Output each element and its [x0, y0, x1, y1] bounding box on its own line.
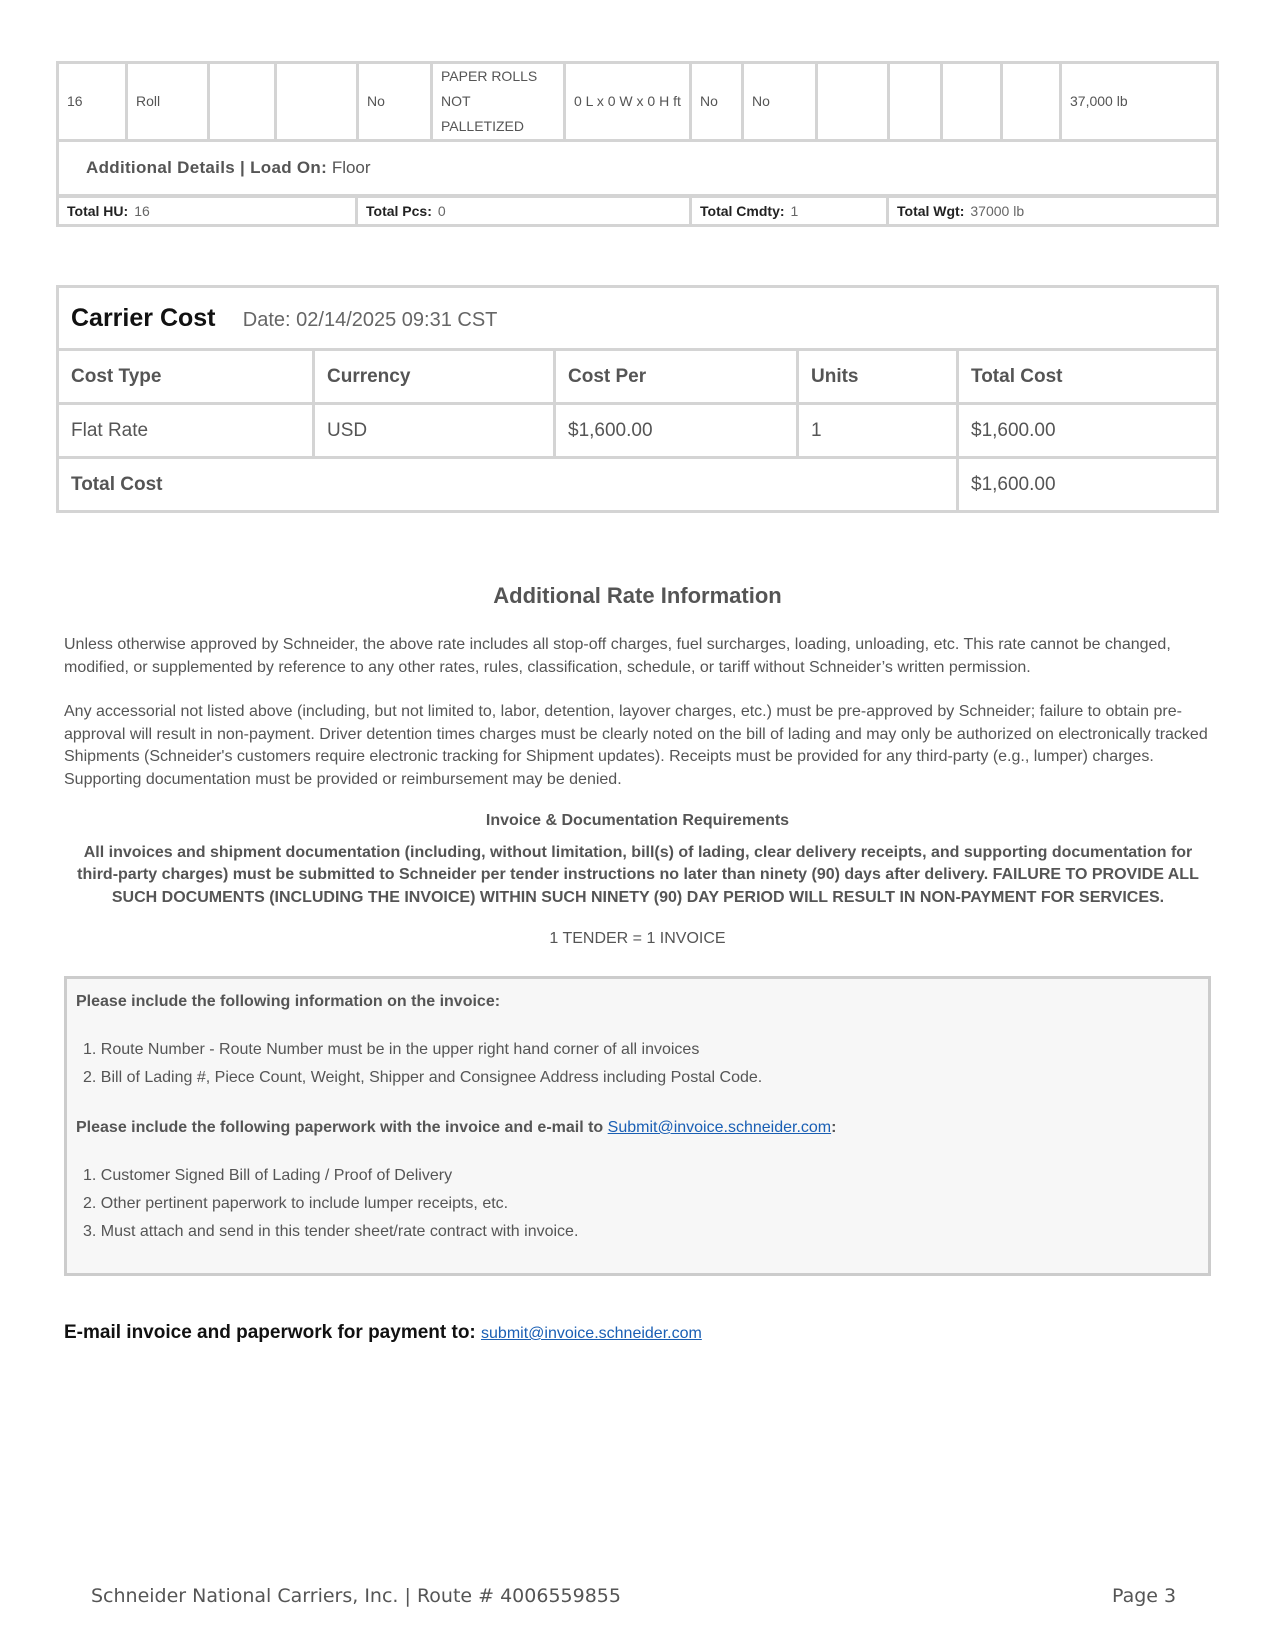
total-hu-label: Total HU:	[67, 203, 129, 219]
carrier-cost-header-cell	[58, 287, 1218, 350]
commodity-table	[56, 61, 1219, 197]
requirements-title: Invoice & Documentation Requirements	[485, 812, 790, 829]
paperwork-list	[83, 1167, 578, 1251]
footer-page-number: Page 3	[1112, 1585, 1177, 1607]
invoice-info-list	[83, 1041, 762, 1097]
list-item: 1. Route Number - Route Number must be in the upper right hand corner of all invoices	[83, 1041, 700, 1058]
paperwork-heading-suffix: :	[831, 1119, 837, 1136]
total-cost-value: $1,600.00	[958, 458, 1218, 512]
paperwork-heading-text: Please include the following paperwork with the invoice and e-mail to	[76, 1119, 604, 1136]
payment-email-label: E-mail invoice and paperwork for payment to:	[64, 1322, 476, 1343]
rate-info-paragraph: Unless otherwise approved by Schneider, the above rate includes all stop-off charges, fuel surcharges, loading, unloading, etc. This rate cannot be changed, modified, or supplemented by reference to any other rates, rules, classification, schedule, or tariff without Schneider’s written permission.	[64, 636, 1171, 676]
commodity-row	[58, 63, 1218, 141]
requirements-body: All invoices and shipment documentation (including, without limitation, bill(s) of lading, clear delivery receipts, and supporting documentation for third-party charges) must be submitted to Schneider per tender instructions no later than ninety (90) days after delivery. FAILURE TO PROVIDE ALL SUCH DOCUMENTS (INCLUDING THE INVOICE) WITHIN SUCH NINETY (90) DAY PERIOD WILL RESULT IN NON-PAYMENT FOR SERVICES.	[77, 844, 1199, 906]
submit-email-link[interactable]: Submit@invoice.schneider.com	[607, 1119, 832, 1136]
cell-empty	[209, 63, 276, 141]
total-cmdty	[691, 197, 888, 226]
additional-details-row	[58, 141, 1218, 196]
invoice-info-heading: Please include the following information on the invoice:	[76, 993, 501, 1010]
units-cell: 1	[798, 404, 958, 458]
total-cost-row	[58, 458, 1218, 512]
cost-type-cell: Flat Rate	[58, 404, 314, 458]
cell-dimensions: 0 L x 0 W x 0 H ft	[565, 63, 691, 141]
footer-company-route: Schneider National Carriers, Inc. | Route # 4006559855	[91, 1585, 621, 1607]
cell-empty	[1002, 63, 1061, 141]
total-pcs-label: Total Pcs:	[366, 203, 432, 219]
invoice-instructions-box	[64, 976, 1211, 1276]
total-cmdty-value: 1	[790, 203, 799, 219]
list-item: 3. Must attach and send in this tender sheet/rate contract with invoice.	[83, 1223, 579, 1240]
cost-column-headers	[58, 350, 1218, 404]
paperwork-heading	[76, 1119, 836, 1137]
cell-empty	[889, 63, 942, 141]
column-header-units: Units	[798, 350, 958, 404]
total-pcs	[357, 197, 691, 226]
column-header-cost-per: Cost Per	[555, 350, 798, 404]
column-header-total-cost: Total Cost	[958, 350, 1218, 404]
column-header-cost-type: Cost Type	[58, 350, 314, 404]
total-pcs-value: 0	[437, 203, 446, 219]
cell-hazmat: No	[358, 63, 432, 141]
cell-description: PAPER ROLLS NOT PALLETIZED	[432, 63, 565, 141]
carrier-cost-header	[58, 287, 1218, 350]
totals-table	[56, 195, 1219, 227]
total-hu-value: 16	[134, 203, 150, 219]
rate-info-title: Additional Rate Information	[493, 583, 782, 608]
carrier-cost-date: Date: 02/14/2025 09:31 CST	[242, 308, 498, 331]
table-row	[58, 404, 1218, 458]
total-wgt	[888, 197, 1218, 226]
list-item: 2. Bill of Lading #, Piece Count, Weight, Shipper and Consignee Address including Postal Code.	[83, 1069, 763, 1086]
list-item: 2. Other pertinent paperwork to include lumper receipts, etc.	[83, 1195, 509, 1212]
payment-email-link[interactable]: submit@invoice.schneider.com	[481, 1325, 702, 1342]
load-on-value: Floor	[331, 158, 371, 177]
cell-hu: 16	[58, 63, 127, 141]
cell-flag: No	[743, 63, 817, 141]
additional-details-cell	[58, 141, 1218, 196]
carrier-cost-table	[56, 285, 1219, 513]
tender-note: 1 TENDER = 1 INVOICE	[549, 930, 726, 947]
accessorial-paragraph: Any accessorial not listed above (including, but not limited to, labor, detention, layover charges, etc.) must be pre-approved by Schneider; failure to obtain pre-approval will result in non-payment. Driver detention times charges must be clearly noted on the bill of lading and may only be authorized on electronically tracked Shipments (Schneider's customers require electronic tracking for Shipment updates). Receipts must be provided for any third-party (e.g., lumper) charges. Supporting documentation must be provided or reimbursement may be denied.	[64, 703, 1208, 788]
currency-cell: USD	[314, 404, 555, 458]
cell-hu-type: Roll	[127, 63, 209, 141]
payment-email-line	[64, 1322, 702, 1344]
additional-details-label: Additional Details | Load On:	[86, 158, 328, 177]
total-hu	[58, 197, 357, 226]
total-cost-cell: $1,600.00	[958, 404, 1218, 458]
cost-per-cell: $1,600.00	[555, 404, 798, 458]
list-item: 1. Customer Signed Bill of Lading / Proof of Delivery	[83, 1167, 453, 1184]
cell-empty	[942, 63, 1002, 141]
total-wgt-label: Total Wgt:	[897, 203, 965, 219]
column-header-currency: Currency	[314, 350, 555, 404]
cell-weight: 37,000 lb	[1061, 63, 1218, 141]
totals-row	[58, 197, 1218, 226]
cell-empty	[817, 63, 889, 141]
total-cost-label: Total Cost	[58, 458, 958, 512]
total-wgt-value: 37000 lb	[970, 203, 1025, 219]
cell-empty	[276, 63, 358, 141]
total-cmdty-label: Total Cmdty:	[700, 203, 785, 219]
cell-flag: No	[691, 63, 743, 141]
carrier-cost-title: Carrier Cost	[71, 303, 216, 332]
